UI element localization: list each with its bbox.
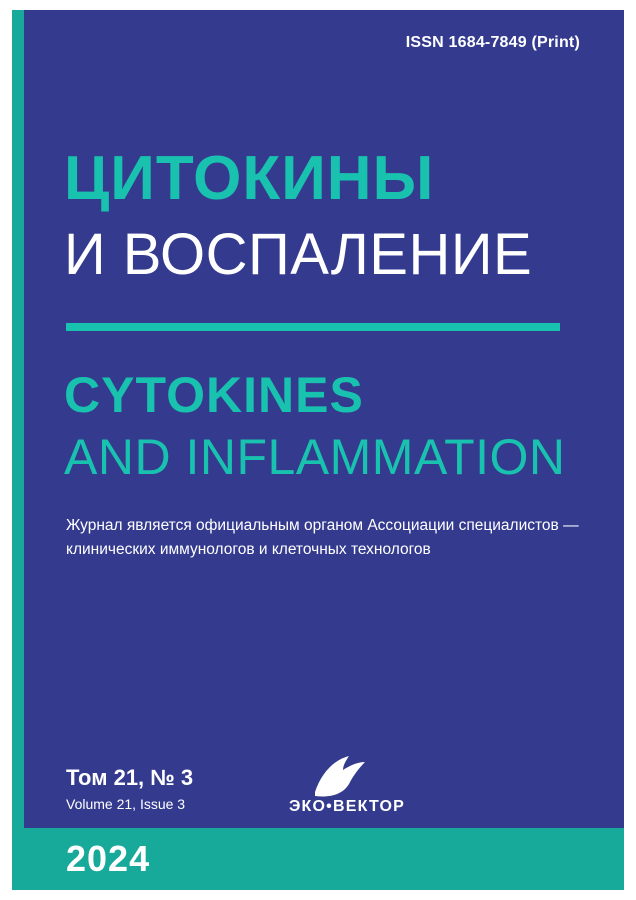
cover-subtitle: Журнал является официальным органом Ассоциации специалистов — клинических иммунологов и клеточных технологов <box>66 517 579 559</box>
publisher-logo <box>267 752 427 822</box>
left-accent-stripe <box>12 10 24 890</box>
volume-english: Volume 21, Issue 3 <box>66 796 186 812</box>
cover-background <box>12 10 624 890</box>
title-divider <box>66 323 560 331</box>
title-english-line1: CYTOKINES <box>64 367 364 423</box>
volume-russian: Том 21, № 3 <box>66 765 194 790</box>
year-text: 2024 <box>66 838 151 879</box>
issn-text: ISSN 1684-7849 (Print) <box>405 34 580 51</box>
title-russian-line2: И ВОСПАЛЕНИЕ <box>64 222 533 287</box>
bottom-band <box>12 828 624 890</box>
bird-icon <box>309 752 369 798</box>
publisher-name: ЭКО•ВЕКТОР <box>288 798 406 815</box>
title-english-line2: AND INFLAMMATION <box>64 429 566 485</box>
title-russian-line1: ЦИТОКИНЫ <box>64 144 435 213</box>
